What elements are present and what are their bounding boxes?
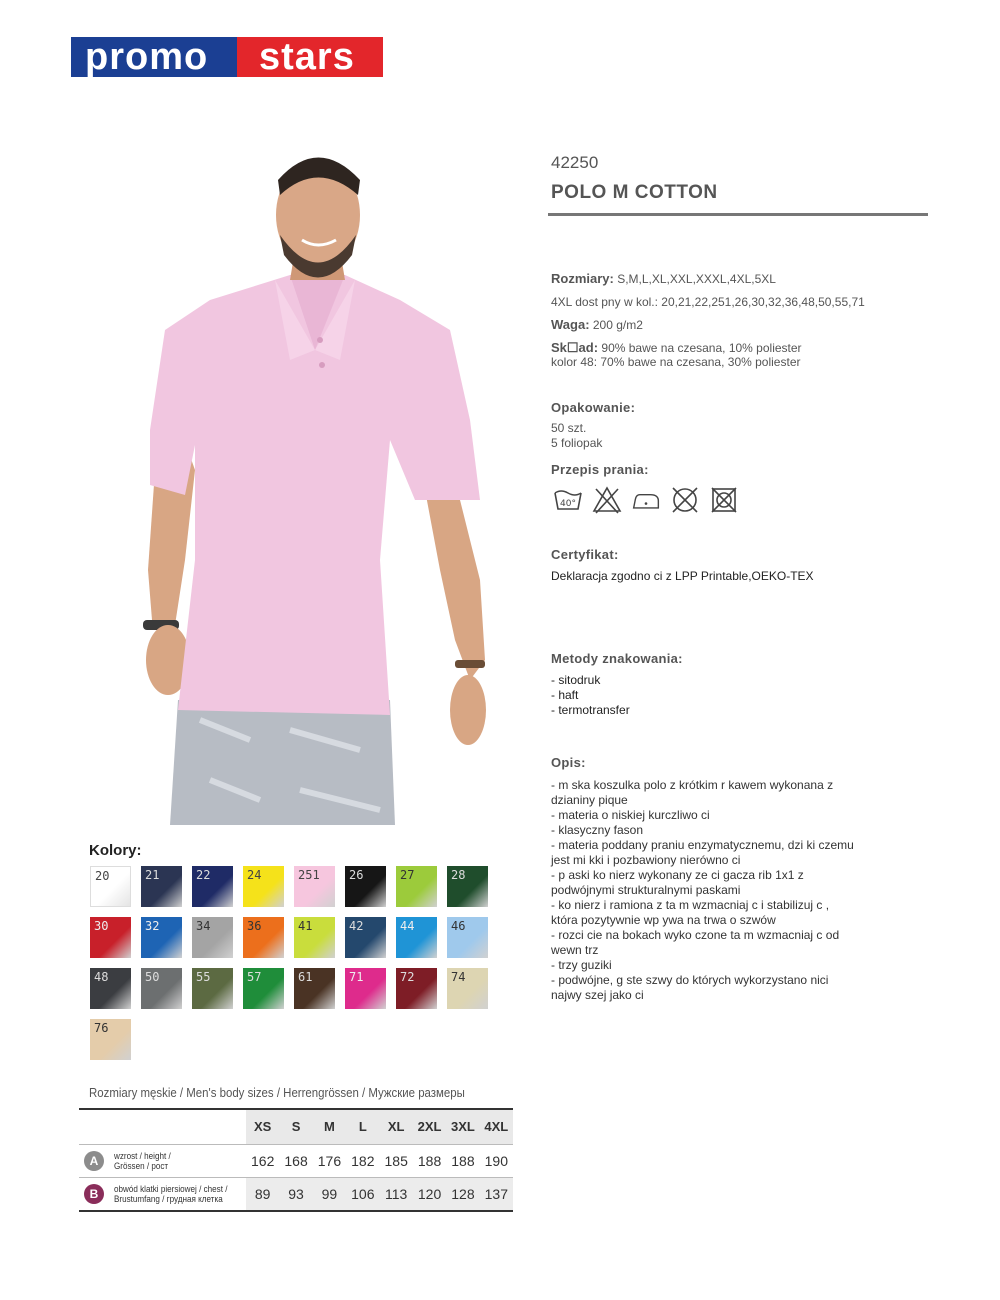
size-value-cell: 162 [251, 1153, 275, 1169]
color-swatch-28 [447, 866, 488, 907]
size-header-cell: XL [387, 1119, 405, 1134]
size-value-cell: 93 [288, 1186, 304, 1202]
color-swatch-27 [396, 866, 437, 907]
color-swatch-74 [447, 968, 488, 1009]
color-swatch-46 [447, 917, 488, 958]
color-swatch-57 [243, 968, 284, 1009]
description-line: która pozytywnie wp ywa na trwa o szwów [551, 913, 776, 927]
description-line: - materia o niskiej kurczliwo ci [551, 808, 710, 822]
color-code: 42 [349, 919, 364, 933]
wash-40-icon [553, 485, 583, 515]
color-swatch-61 [294, 968, 335, 1009]
description-line: wewn trz [551, 943, 599, 957]
no-tumble-dry-icon [709, 485, 739, 515]
no-bleach-icon [592, 485, 622, 515]
size-value-cell: 137 [484, 1186, 508, 1202]
color-swatches [90, 866, 500, 1060]
size-header-cell: S [291, 1119, 301, 1134]
sizes-info: Rozmiary: S,M,L,XL,XXL,XXXL,4XL,5XL [551, 271, 776, 286]
color-code: 32 [145, 919, 160, 933]
size-value-cell: 113 [385, 1186, 408, 1202]
row-label: wzrost / height / Grössen / рост [114, 1151, 171, 1171]
size-header-cell: 3XL [451, 1119, 475, 1134]
description-line: podwójnymi strukturalnymi paskami [551, 883, 741, 897]
description-line: - klasyczny fason [551, 823, 644, 837]
color-swatch-76 [90, 1019, 131, 1060]
color-swatch-44 [396, 917, 437, 958]
size-value-cell: 190 [484, 1153, 508, 1169]
size-value-cell: 128 [451, 1186, 475, 1202]
description-line: - m ska koszulka polo z krótkim r kawem wykonana z [551, 778, 834, 792]
color-code: 20 [95, 869, 110, 883]
composition-info: Sk☐ad: 90% bawe na czesana, 10% poliester [551, 340, 802, 355]
size-table-row [79, 1177, 513, 1210]
color-code: 251 [298, 868, 320, 882]
color-code: 21 [145, 868, 160, 882]
size-value-cell: 99 [321, 1186, 338, 1202]
logo-text-promo: promo [71, 37, 237, 77]
no-dry-clean-icon [670, 485, 700, 515]
availability-info: 4XL dost pny w kol.: 20,21,22,251,26,30,32,36,48,50,55,71 [551, 295, 865, 309]
color-code: 48 [94, 970, 109, 984]
color-code: 46 [451, 919, 466, 933]
certificate-heading: Certyfikat: [551, 547, 619, 562]
color-swatch-24 [243, 866, 284, 907]
row-label: obwód klatki piersiowej / chest / Brustumfang / грудная клетка [114, 1184, 228, 1204]
product-photo [140, 140, 500, 825]
color-swatch-41 [294, 917, 335, 958]
marking-item: - termotransfer [551, 703, 630, 717]
color-swatch-72 [396, 968, 437, 1009]
row-badge: B [84, 1184, 104, 1204]
size-value-cell: 188 [451, 1153, 475, 1169]
color-swatch-32 [141, 917, 182, 958]
color-swatch-22 [192, 866, 233, 907]
logo-text-stars: stars [237, 37, 383, 77]
description-line: jest mi kki i pozbawiony nierówno ci [551, 853, 741, 867]
svg-text:40°: 40° [560, 499, 576, 509]
color-code: 71 [349, 970, 364, 984]
color-swatch-20 [90, 866, 131, 907]
color-swatch-50 [141, 968, 182, 1009]
color-code: 74 [451, 970, 466, 984]
size-value-cell: 185 [384, 1153, 408, 1169]
color-swatch-26 [345, 866, 386, 907]
description-heading: Opis: [551, 755, 586, 770]
color-code: 24 [247, 868, 262, 882]
size-value-cell: 176 [317, 1153, 342, 1169]
description-line: - trzy guziki [551, 958, 612, 972]
iron-low-icon [631, 485, 661, 515]
packaging-heading: Opakowanie: [551, 400, 636, 415]
color-code: 50 [145, 970, 160, 984]
composition-note: kolor 48: 70% bawe na czesana, 30% poliester [551, 355, 801, 369]
size-header-cell: M [324, 1119, 335, 1134]
color-code: 44 [400, 919, 415, 933]
description-line: - p aski ko nierz wykonany ze ci gacza rib 1x1 z [551, 868, 804, 882]
color-code: 76 [94, 1021, 109, 1035]
color-code: 57 [247, 970, 262, 984]
size-value-cell: 188 [417, 1153, 442, 1169]
size-header-cell: XS [254, 1119, 272, 1134]
size-value-cell: 182 [351, 1153, 375, 1169]
packaging-line: 50 szt. [551, 421, 587, 435]
color-swatch-71 [345, 968, 386, 1009]
product-name: POLO M COTTON [551, 182, 718, 203]
marking-item: - haft [551, 688, 579, 702]
description-line: - materia poddany praniu enzymatycznemu, dzi ki czemu [551, 838, 854, 852]
weight-info: Waga: 200 g/m2 [551, 317, 643, 332]
color-swatch-55 [192, 968, 233, 1009]
color-swatch-42 [345, 917, 386, 958]
size-value-cell: 120 [417, 1186, 442, 1202]
size-table-row [79, 1144, 513, 1177]
size-table [79, 1108, 513, 1212]
color-code: 26 [349, 868, 364, 882]
color-swatch-36 [243, 917, 284, 958]
color-swatch-251 [294, 866, 335, 907]
colors-heading: Kolory: [89, 842, 142, 859]
washing-heading: Przepis prania: [551, 462, 649, 477]
washing-icons [553, 485, 739, 515]
marking-item: - sitodruk [551, 673, 601, 687]
description-line: najwy szej jako ci [551, 988, 644, 1002]
brand-logo [71, 37, 383, 77]
color-code: 27 [400, 868, 415, 882]
color-code: 30 [94, 919, 109, 933]
packaging-line: 5 foliopak [551, 436, 603, 450]
color-code: 28 [451, 868, 466, 882]
marking-heading: Metody znakowania: [551, 651, 683, 666]
product-code: 42250 [551, 153, 599, 172]
size-value-cell: 89 [254, 1186, 271, 1202]
size-value-cell: 168 [284, 1153, 308, 1169]
description-line: - podwójne, g ste szwy do których wykorzystano nici [551, 973, 829, 987]
size-value-cell: 106 [351, 1186, 375, 1202]
title-divider [548, 213, 928, 216]
color-swatch-48 [90, 968, 131, 1009]
description-line: - rozci cie na bokach wyko czone ta m wzmacniaj c od [551, 928, 840, 942]
color-swatch-34 [192, 917, 233, 958]
certificate-text: Deklaracja zgodno ci z LPP Printable,OEKO-TEX [551, 569, 814, 583]
color-code: 34 [196, 919, 211, 933]
size-header-cell: 4XL [484, 1119, 509, 1134]
color-code: 61 [298, 970, 313, 984]
color-code: 41 [298, 919, 313, 933]
color-swatch-21 [141, 866, 182, 907]
size-table-header [79, 1110, 513, 1144]
size-table-title: Rozmiary męskie / Men's body sizes / Herrengrössen / Мужские размеры [89, 1085, 465, 1100]
row-badge: A [84, 1151, 104, 1171]
color-code: 55 [196, 970, 211, 984]
color-code: 72 [400, 970, 415, 984]
description-text [551, 778, 891, 1003]
size-header-cell: L [358, 1119, 367, 1134]
size-header-cell: 2XL [417, 1119, 442, 1134]
color-code: 22 [196, 868, 211, 882]
color-swatch-30 [90, 917, 131, 958]
description-line: - ko nierz i ramiona z ta m wzmacniaj c i stabilizuj c , [551, 898, 830, 912]
color-code: 36 [247, 919, 262, 933]
description-line: dzianiny pique [551, 793, 628, 807]
